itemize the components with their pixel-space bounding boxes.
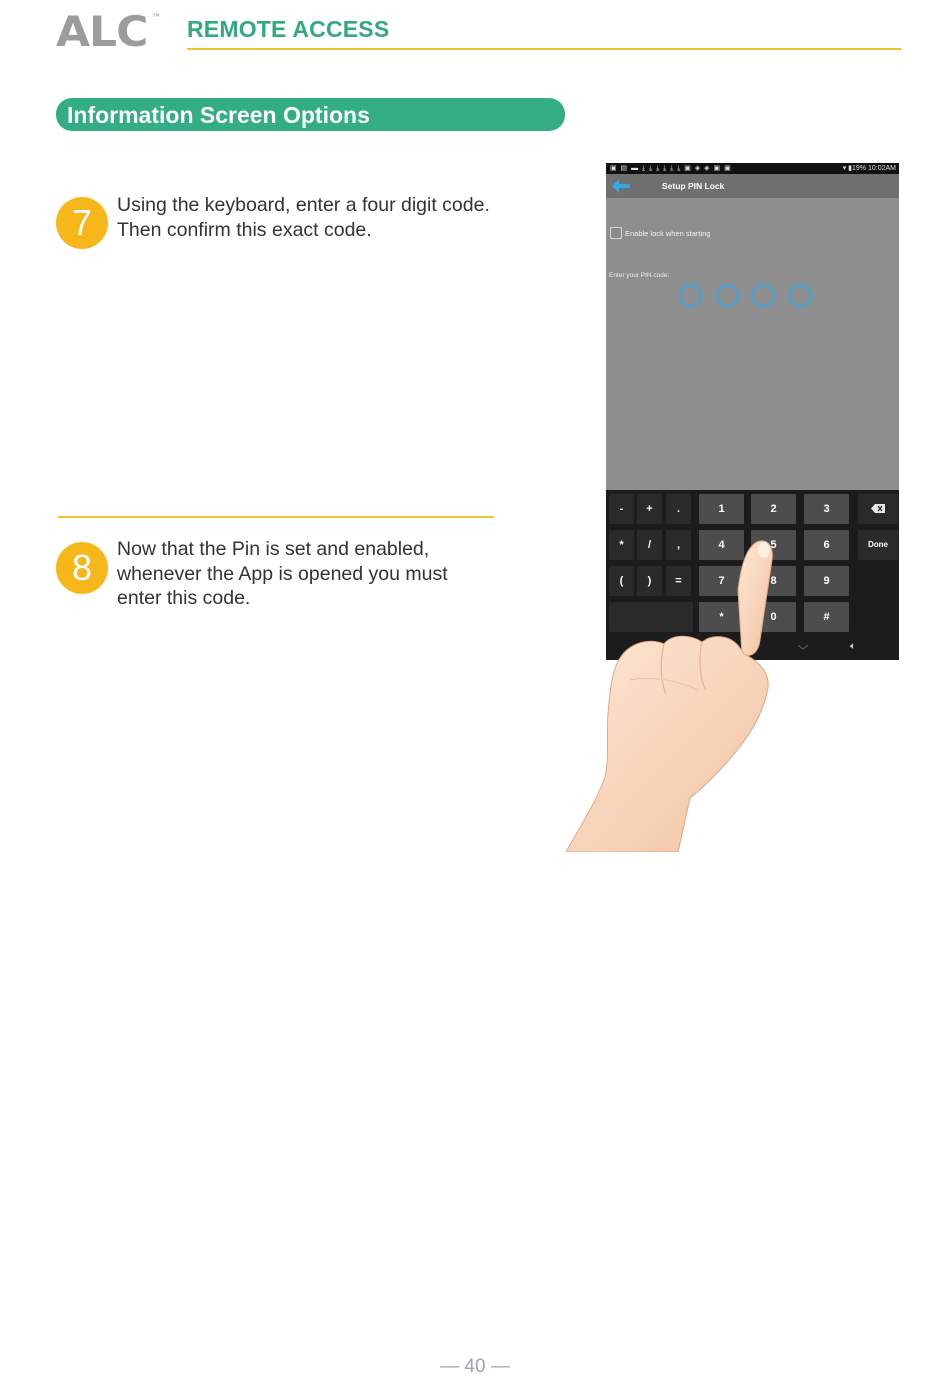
key-6[interactable]: 6	[804, 530, 849, 560]
key-9[interactable]: 9	[804, 566, 849, 596]
key-period[interactable]: .	[666, 494, 691, 524]
key-comma[interactable]: ,	[666, 530, 691, 560]
key-close-paren[interactable]: )	[637, 566, 662, 596]
banner-title: Information Screen Options	[67, 102, 370, 128]
key-7[interactable]: 7	[699, 566, 744, 596]
step-7-text: Using the keyboard, enter a four digit code. Then confirm this exact code.	[117, 194, 490, 241]
pin-digit-3	[752, 284, 775, 307]
key-5[interactable]: 5	[751, 530, 796, 560]
pin-digit-4	[789, 284, 812, 307]
status-bar	[606, 163, 899, 174]
step-8-badge: 8	[56, 542, 108, 594]
enable-lock-label: Enable lock when starting	[625, 229, 711, 238]
key-1[interactable]: 1	[699, 494, 744, 524]
key-3[interactable]: 3	[804, 494, 849, 524]
key-slash[interactable]: /	[637, 530, 662, 560]
key-open-paren[interactable]: (	[609, 566, 634, 596]
key-equals[interactable]: =	[666, 566, 691, 596]
volume-icon[interactable]: 🔈︎	[850, 641, 856, 652]
step-7-badge: 7	[56, 197, 108, 249]
backspace-icon	[871, 504, 885, 513]
key-0[interactable]: 0	[751, 602, 796, 632]
pin-digit-1	[679, 284, 702, 307]
pin-label: Enter your PIN code:	[609, 272, 670, 279]
key-asterisk[interactable]: *	[609, 530, 634, 560]
key-star[interactable]: *	[699, 602, 744, 632]
step-divider	[58, 516, 494, 518]
back-arrow-icon[interactable]	[611, 178, 631, 194]
notification-icons: ▣ ▤ ▬ ⤓ ⤓ ⤓ ⤓ ⤓ ⤓ ▣ ◈ ◈ ▣ ▣	[610, 165, 732, 172]
key-hash[interactable]: #	[804, 602, 849, 632]
logo-trademark: ™	[152, 12, 160, 21]
key-4[interactable]: 4	[699, 530, 744, 560]
done-key[interactable]: Done	[858, 530, 898, 560]
hide-keyboard-icon[interactable]: ﹀	[798, 646, 808, 657]
step-8-text: Now that the Pin is set and enabled, whenever the App is opened you must enter this code.	[117, 538, 448, 609]
section-title: REMOTE ACCESS	[187, 16, 390, 42]
key-plus[interactable]: +	[637, 494, 662, 524]
enable-lock-checkbox[interactable]	[610, 227, 622, 239]
status-time: ▾ ▮19% 10:02AM	[842, 165, 896, 172]
pointing-hand-illustration	[560, 530, 790, 852]
action-bar	[606, 174, 899, 198]
status-time-text: 19% 10:02AM	[852, 165, 896, 172]
header-divider	[187, 48, 901, 50]
page-number: — 40 —	[440, 1356, 510, 1376]
section-banner	[56, 98, 565, 131]
logo-text: ALC	[56, 8, 148, 57]
key-minus[interactable]: -	[609, 494, 634, 524]
key-2[interactable]: 2	[751, 494, 796, 524]
key-8[interactable]: 8	[751, 566, 796, 596]
screen-title: Setup PIN Lock	[662, 181, 725, 191]
backspace-key[interactable]	[858, 494, 898, 524]
alc-logo	[56, 8, 160, 57]
pin-digit-2	[716, 284, 739, 307]
